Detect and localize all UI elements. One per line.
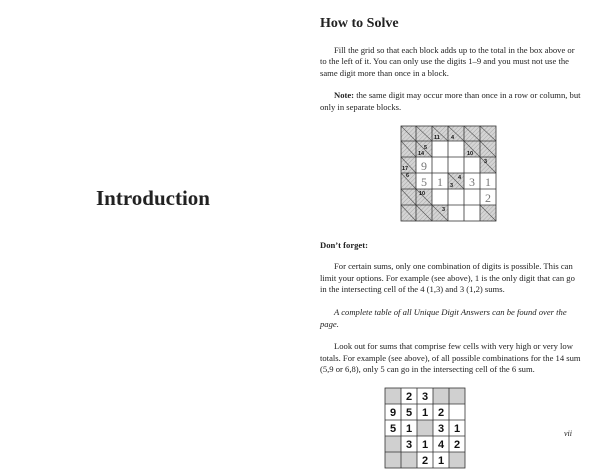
clue-3-low: 3: [442, 206, 446, 213]
sol-r2c1: 9: [389, 406, 397, 419]
sol-r2c3: 1: [421, 406, 429, 419]
sol-r5c3: 2: [421, 454, 429, 467]
few-cells-paragraph: Look out for sums that comprise few cells with very high or very low totals. For example (see above), of all possible combinations for the 14 sum (5,9 or 6,8), only 5 can go in the intersecting cell of the 6 sum.: [320, 341, 581, 375]
sol-r1c2: 2: [405, 390, 413, 403]
example-puzzle-wrap: [320, 125, 582, 222]
sol-r4c2: 3: [405, 438, 413, 451]
note-label: Note:: [334, 90, 355, 101]
digit-9: 9: [421, 158, 427, 173]
sol-r1c3: 3: [421, 390, 429, 403]
sol-r2c2: 5: [405, 406, 413, 419]
note-paragraph: [320, 90, 582, 113]
clue-10-low: 10: [419, 190, 426, 197]
sol-r4c4: 4: [437, 438, 445, 451]
sol-r4c3: 1: [421, 438, 429, 451]
table-note: [320, 307, 582, 330]
section-heading: How to Solve: [320, 16, 399, 31]
clue-5: 5: [424, 144, 428, 151]
clue-10: 10: [467, 150, 474, 157]
clue-3-mid: 3: [450, 182, 454, 189]
right-page-content: [320, 18, 582, 469]
example-puzzle: [400, 125, 497, 222]
clue-4: 4: [451, 134, 455, 141]
intro-paragraph: Fill the grid so that each block adds up to the total in the box above or to the left of it. You can only use the digits 1–9 and you must not use the same digit more than once in a block.: [320, 44, 575, 78]
digit-1: 1: [437, 174, 443, 189]
clue-11: 11: [434, 134, 440, 141]
solution-grid: [384, 387, 466, 469]
page-number: vii: [564, 429, 572, 438]
digit-3: 3: [469, 174, 475, 189]
chapter-title: Introduction: [96, 186, 210, 210]
digit-5: 5: [421, 174, 427, 189]
dont-forget-heading: Don’t forget:: [320, 239, 368, 250]
clue-4-mid: 4: [458, 174, 462, 181]
clue-3-right: 3: [484, 158, 488, 165]
sol-r3c2: 1: [405, 422, 413, 435]
sol-r3c4: 3: [437, 422, 445, 435]
sol-r3c5: 1: [453, 422, 461, 435]
clue-6: 6: [406, 172, 410, 179]
sol-r3c1: 5: [389, 422, 397, 435]
clue-14: 14: [418, 150, 425, 157]
sol-r5c4: 1: [437, 454, 445, 467]
clue-17: 17: [402, 165, 409, 172]
note-text: the same digit may occur more than once in a row or column, but only in separate blocks.: [320, 90, 581, 112]
digit-1-right: 1: [485, 174, 491, 189]
sol-r2c4: 2: [437, 406, 445, 419]
sol-r4c5: 2: [453, 438, 461, 451]
digit-2: 2: [485, 190, 491, 205]
sums-paragraph: For certain sums, only one combination of digits is possible. This can limit your options. For example (see above), 1 is the only digit that can go in the intersecting cell of the 4 (1,3) and 3 (1,2) sums.: [320, 261, 575, 295]
table-note-text: A complete table of all Unique Digit Answers can be found over the page.: [320, 306, 567, 329]
